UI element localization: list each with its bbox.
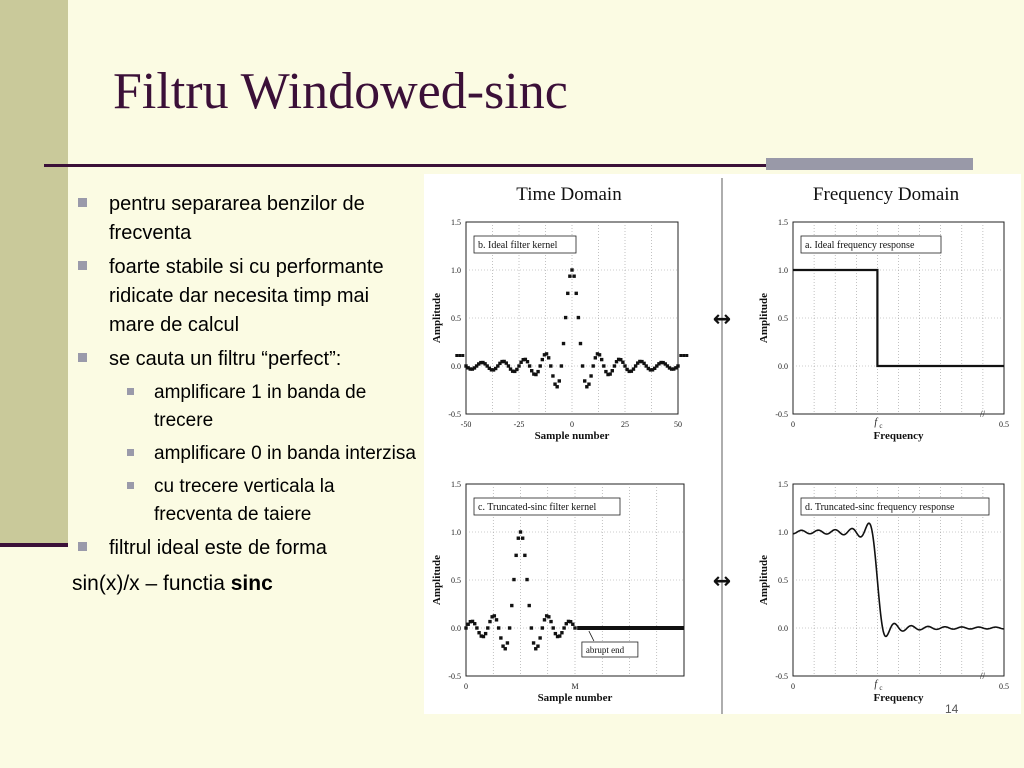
- data-point: [536, 644, 539, 647]
- y-tick-label: 1.5: [778, 218, 788, 227]
- x-tick-label: 25: [621, 420, 629, 429]
- data-point: [514, 554, 517, 557]
- data-point: [547, 615, 550, 618]
- data-point: [562, 342, 565, 345]
- x-tick-label: 0: [791, 420, 795, 429]
- data-point: [510, 604, 513, 607]
- data-point: [464, 626, 467, 629]
- x-axis-label: Frequency: [873, 430, 924, 442]
- axis-break-mark: //: [980, 409, 986, 419]
- data-point: [512, 578, 515, 581]
- y-tick-label: 0.5: [778, 314, 788, 323]
- data-point: [541, 626, 544, 629]
- continuation-dot: [679, 354, 682, 357]
- side-accent-line: [0, 543, 68, 547]
- data-point: [589, 374, 592, 377]
- y-tick-label: 1.5: [451, 218, 461, 227]
- data-point: [547, 356, 550, 359]
- y-tick-label: 0.0: [451, 362, 461, 371]
- chart-title: a. Ideal frequency response: [805, 240, 915, 251]
- title-underline: [44, 164, 774, 167]
- data-point: [676, 364, 679, 367]
- data-point: [562, 626, 565, 629]
- data-point: [507, 364, 510, 367]
- data-point: [534, 373, 537, 376]
- data-point: [570, 268, 573, 271]
- data-point: [600, 358, 603, 361]
- bullet-item: filtrul ideal este de forma: [72, 534, 417, 563]
- bullet-item: pentru separarea benzilor de frecventa: [72, 190, 417, 248]
- data-point: [587, 382, 590, 385]
- x-tick-label: 0: [791, 682, 795, 691]
- data-point: [549, 620, 552, 623]
- continuation-dot: [682, 354, 685, 357]
- data-point: [573, 626, 576, 629]
- data-point: [621, 361, 624, 364]
- x-tick-label: 0: [570, 420, 574, 429]
- x-axis-label: Sample number: [537, 692, 613, 704]
- annotation-label: abrupt end: [585, 645, 625, 655]
- y-tick-label: -0.5: [775, 672, 788, 681]
- formula-bold: sinc: [230, 572, 273, 595]
- filter-figure: [424, 174, 1021, 714]
- y-axis-label: Amplitude: [758, 292, 770, 344]
- data-point: [541, 358, 544, 361]
- x-axis-label: Sample number: [534, 430, 610, 442]
- data-point: [521, 536, 524, 539]
- data-point: [523, 554, 526, 557]
- data-point: [577, 316, 580, 319]
- data-point: [528, 364, 531, 367]
- frequency-domain-header: Frequency Domain: [812, 184, 960, 205]
- x-tick-label: 0.5: [999, 682, 1009, 691]
- y-axis-label: Amplitude: [431, 292, 443, 344]
- data-point: [604, 370, 607, 373]
- bullet-item: se cauta un filtru “perfect”:: [72, 345, 417, 374]
- y-axis-label: Amplitude: [431, 554, 443, 606]
- sub-bullet-item: amplificare 0 in banda interzisa: [72, 440, 417, 468]
- data-point: [543, 618, 546, 621]
- data-point: [572, 274, 575, 277]
- y-tick-label: -0.5: [775, 410, 788, 419]
- y-tick-label: 1.0: [778, 528, 788, 537]
- data-point: [575, 292, 578, 295]
- data-point: [508, 626, 511, 629]
- data-point: [594, 356, 597, 359]
- data-point: [477, 631, 480, 634]
- continuation-dot: [685, 354, 688, 357]
- bullet-list: [72, 190, 417, 600]
- x-tick-label: 0: [464, 682, 468, 691]
- data-point: [608, 372, 611, 375]
- data-point: [538, 636, 541, 639]
- x-tick-label: 50: [674, 420, 682, 429]
- data-point: [493, 614, 496, 617]
- bullet-item: foarte stabile si cu performante ridicate dar necesita timp mai mare de calcul: [72, 253, 417, 340]
- data-point: [482, 635, 485, 638]
- fc-tick-label: f: [874, 679, 878, 690]
- continuation-dot: [458, 354, 461, 357]
- data-point: [530, 369, 533, 372]
- chart-panel: [431, 480, 684, 704]
- data-point: [515, 368, 518, 371]
- data-point: [506, 641, 509, 644]
- sub-bullet-item: amplificare 1 in banda de trecere: [72, 379, 417, 435]
- side-accent-strip: [0, 0, 68, 545]
- transform-arrow-icon: ↔: [712, 307, 732, 332]
- y-tick-label: 0.5: [451, 314, 461, 323]
- data-point: [517, 536, 520, 539]
- data-point: [623, 364, 626, 367]
- data-point: [560, 364, 563, 367]
- data-point: [532, 641, 535, 644]
- data-point: [632, 367, 635, 370]
- y-axis-label: Amplitude: [758, 554, 770, 606]
- chart-title: c. Truncated-sinc filter kernel: [478, 502, 597, 513]
- chart-title: b. Ideal filter kernel: [478, 240, 558, 251]
- data-point: [545, 352, 548, 355]
- y-tick-label: 0.0: [778, 362, 788, 371]
- data-point: [525, 578, 528, 581]
- data-point: [613, 364, 616, 367]
- data-point: [539, 364, 542, 367]
- data-point: [568, 274, 571, 277]
- data-point: [566, 292, 569, 295]
- data-point: [519, 530, 522, 533]
- data-point: [552, 626, 555, 629]
- data-point: [634, 364, 637, 367]
- chart-panel: [431, 218, 688, 442]
- data-point: [504, 647, 507, 650]
- data-point: [564, 316, 567, 319]
- fc-tick-label: f: [874, 417, 878, 428]
- data-point: [598, 353, 601, 356]
- data-point: [528, 604, 531, 607]
- title-underline-accent: [766, 158, 973, 170]
- data-point: [558, 379, 561, 382]
- y-tick-label: 0.5: [451, 576, 461, 585]
- data-point: [558, 634, 561, 637]
- data-point: [530, 626, 533, 629]
- formula-line: [72, 568, 417, 600]
- data-point: [517, 364, 520, 367]
- y-tick-label: 0.5: [778, 576, 788, 585]
- sub-bullet-item: cu trecere verticala la frecventa de taiere: [72, 473, 417, 529]
- fc-tick-subscript: c: [879, 684, 883, 692]
- data-point: [536, 370, 539, 373]
- fc-tick-subscript: c: [879, 422, 883, 430]
- data-point: [526, 360, 529, 363]
- x-tick-label: 0.5: [999, 420, 1009, 429]
- data-point: [499, 636, 502, 639]
- data-point: [560, 631, 563, 634]
- transform-arrow-icon: ↔: [712, 569, 732, 594]
- continuation-dot: [455, 354, 458, 357]
- data-point: [475, 626, 478, 629]
- x-axis-label: Frequency: [873, 692, 924, 704]
- data-point: [486, 626, 489, 629]
- data-point: [602, 364, 605, 367]
- y-tick-label: 0.0: [451, 624, 461, 633]
- x-tick-label: M: [571, 682, 579, 691]
- data-point: [484, 632, 487, 635]
- data-point: [488, 620, 491, 623]
- x-tick-label: -25: [513, 420, 525, 429]
- data-point: [571, 623, 574, 626]
- y-tick-label: -0.5: [448, 410, 461, 419]
- data-point: [611, 369, 614, 372]
- annotation-arrow: [589, 631, 594, 641]
- data-point: [592, 364, 595, 367]
- data-point: [581, 364, 584, 367]
- data-point: [505, 361, 508, 364]
- formula-text: sin(x)/x – functia: [72, 572, 231, 595]
- chart-panel: [758, 480, 1009, 704]
- y-tick-label: 1.0: [451, 266, 461, 275]
- data-point: [551, 374, 554, 377]
- y-tick-label: 1.5: [451, 480, 461, 489]
- y-tick-label: 0.0: [778, 624, 788, 633]
- y-tick-label: -0.5: [448, 672, 461, 681]
- axis-break-mark: //: [980, 671, 986, 681]
- y-tick-label: 1.0: [778, 266, 788, 275]
- data-point: [583, 379, 586, 382]
- y-tick-label: 1.5: [778, 480, 788, 489]
- data-point: [497, 626, 500, 629]
- data-point: [495, 618, 498, 621]
- data-point: [549, 364, 552, 367]
- figure-svg: [424, 174, 1021, 714]
- time-domain-header: Time Domain: [516, 184, 622, 205]
- continuation-dot: [461, 354, 464, 357]
- chart-title: d. Truncated-sinc frequency response: [805, 502, 955, 513]
- x-tick-label: -50: [460, 420, 472, 429]
- data-point: [473, 622, 476, 625]
- chart-panel: [758, 218, 1009, 442]
- data-point: [554, 632, 557, 635]
- slide-number: 14: [945, 702, 959, 716]
- slide-title: Filtru Windowed-sinc: [113, 63, 568, 120]
- y-tick-label: 1.0: [451, 528, 461, 537]
- data-point: [579, 342, 582, 345]
- data-point: [555, 385, 558, 388]
